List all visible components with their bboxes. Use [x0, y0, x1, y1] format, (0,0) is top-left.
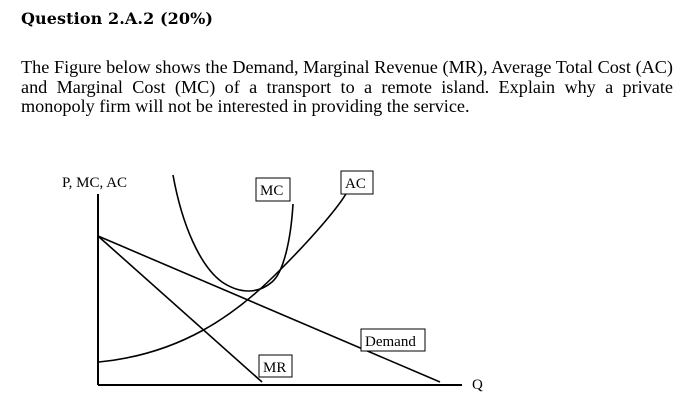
mr-label: MR [263, 360, 287, 376]
ac-label: AC [345, 176, 366, 192]
question-text: The Figure below shows the Demand, Marginal Revenue (MR), Average Total Cost (AC) and Marginal Cost (MC) of a transport to a remote island. Explain why a private monopoly firm will not be interested in providing the service. [21, 57, 673, 116]
question-heading: Question 2.A.2 (20%) [21, 9, 214, 28]
y-axis-label: P, MC, AC [62, 175, 128, 191]
x-axis-label: Q [472, 377, 483, 393]
ac-curve [99, 192, 347, 362]
mc-label: MC [260, 183, 284, 199]
mr-curve [98, 236, 262, 382]
demand-label: Demand [365, 334, 416, 350]
